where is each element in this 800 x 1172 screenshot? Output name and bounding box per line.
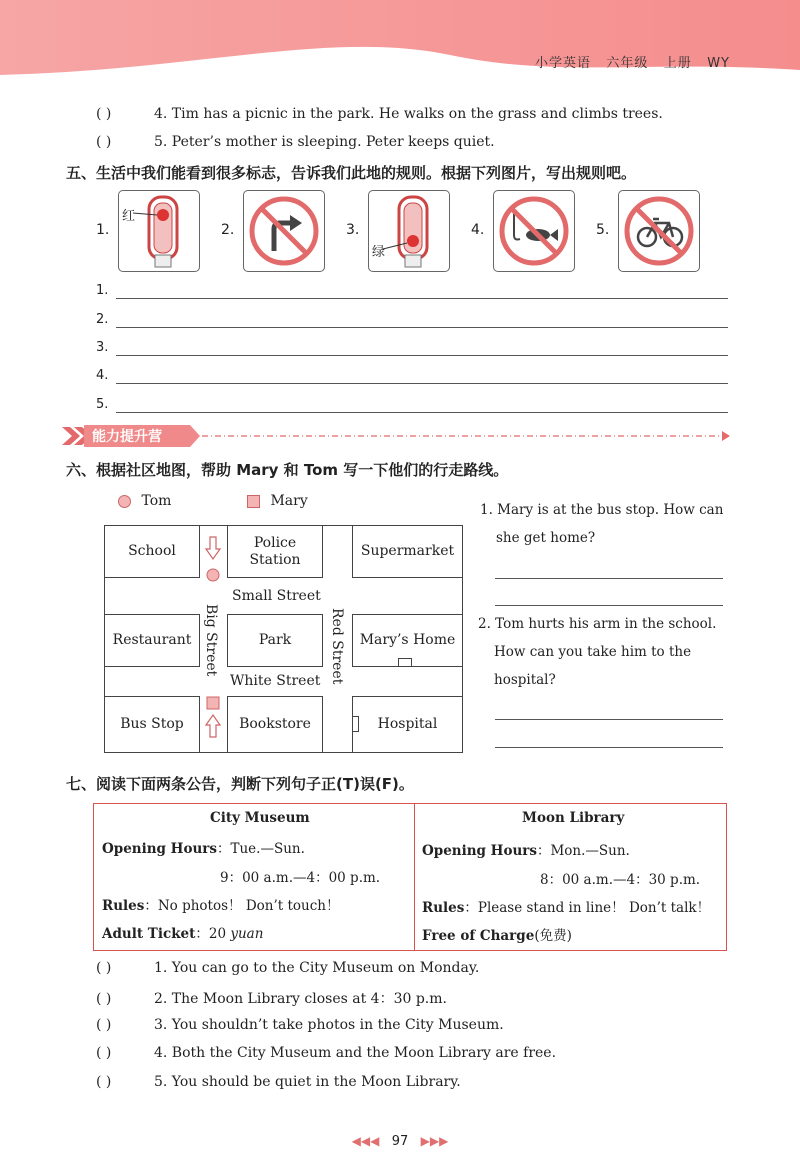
tf-item: ( ) 5. You should be quiet in the Moon Library.: [96, 1074, 461, 1090]
mary-marker-icon: [247, 495, 260, 508]
notice-board: [93, 803, 727, 951]
no-right-turn-icon: [243, 190, 325, 272]
question-1: 1. Mary is at the bus stop. How can she get home?: [480, 502, 724, 546]
answer-line[interactable]: [495, 605, 723, 606]
sign-number: 2.: [221, 222, 235, 238]
answer-line[interactable]: [495, 747, 723, 748]
tom-route-marker: [204, 535, 222, 585]
prev-arrows-icon: ◀◀◀: [351, 1134, 380, 1148]
section6-title: 六、根据社区地图，帮助 Mary 和 Tom 写一下他们的行走路线。: [66, 461, 509, 479]
street-big: Big Street: [203, 604, 219, 677]
no-bicycles-icon: [618, 190, 700, 272]
map-bus-stop: Bus Stop: [104, 696, 200, 753]
tf-item: ( ) 1. You can go to the City Museum on Monday.: [96, 960, 480, 976]
map-bookstore: Bookstore: [227, 696, 323, 753]
next-arrows-icon: ▶▶▶: [420, 1134, 449, 1148]
green-traffic-light-icon: [368, 190, 450, 272]
answer-number: 1.: [96, 283, 109, 298]
street-small: Small Street: [232, 588, 321, 604]
header-edition: WY: [707, 56, 730, 71]
header-subject: 小学英语: [534, 56, 591, 71]
answer-line[interactable]: [116, 412, 728, 413]
section5-title: 五、生活中我们能看到很多标志，告诉我们此地的规则。根据下列图片，写出规则吧。: [66, 164, 637, 182]
sign-number: 1.: [96, 222, 110, 238]
street-red: Red Street: [329, 608, 345, 685]
map-marys-home: Mary’s Home: [352, 614, 463, 667]
answer-number: 2.: [96, 312, 109, 327]
street-white: White Street: [230, 673, 321, 689]
map-police-station: Police Station: [227, 525, 323, 578]
museum-ticket: Adult Ticket：20 yuan: [102, 926, 264, 942]
map-supermarket: Supermarket: [352, 525, 463, 578]
museum-rules: Rules：No photos！ Don’t touch！: [102, 898, 340, 914]
answer-line[interactable]: [116, 383, 728, 384]
map-hospital: Hospital: [352, 696, 463, 753]
legend-tom: Tom: [118, 493, 171, 509]
section7-title: 七、阅读下面两条公告，判断下列句子正(T)误(F)。: [66, 775, 414, 793]
sign-number: 4.: [471, 222, 485, 238]
library-hours: Opening Hours：Mon.—Sun.: [422, 843, 630, 859]
museum-hours: Opening Hours：Tue.—Sun.: [102, 841, 305, 857]
no-fishing-icon: [493, 190, 575, 272]
home-door-icon: [398, 658, 412, 666]
sign-label-green: 绿: [372, 245, 386, 260]
page-number: 97: [391, 1134, 409, 1149]
answer-number: 5.: [96, 397, 109, 412]
map-restaurant: Restaurant: [104, 614, 200, 667]
legend-mary: Mary: [247, 493, 308, 509]
tf-item: ( ) 5. Peter’s mother is sleeping. Peter keeps quiet.: [96, 134, 495, 150]
answer-line[interactable]: [116, 327, 728, 328]
sign-label-red: 红: [122, 209, 136, 224]
answer-line[interactable]: [116, 355, 728, 356]
tf-item: ( ) 2. The Moon Library closes at 4：30 p.m.: [96, 991, 447, 1007]
map-school: School: [104, 525, 200, 578]
banner-graphic: [62, 425, 732, 447]
answer-line[interactable]: [495, 578, 723, 579]
library-rules: Rules：Please stand in line！ Don’t talk！: [422, 900, 711, 916]
page-footer: [0, 1134, 800, 1149]
answer-number: 3.: [96, 340, 109, 355]
red-traffic-light-icon: [118, 190, 200, 272]
header-info: [535, 52, 730, 71]
sign-number: 5.: [596, 222, 610, 238]
museum-name: City Museum: [210, 810, 310, 826]
notice-divider: [414, 804, 415, 950]
answer-number: 4.: [96, 368, 109, 383]
sign-number: 3.: [346, 222, 360, 238]
banner-label: 能力提升营: [92, 429, 162, 445]
tf-item: ( ) 4. Tim has a picnic in the park. He walks on the grass and climbs trees.: [96, 106, 663, 122]
header-grade: 六年级: [606, 56, 649, 71]
tom-marker-icon: [118, 495, 131, 508]
tf-item: ( ) 4. Both the City Museum and the Moon Library are free.: [96, 1045, 557, 1061]
mary-route-marker: [204, 695, 222, 741]
header-volume: 上册: [663, 56, 692, 71]
answer-line[interactable]: [116, 298, 728, 299]
question-2: 2. Tom hurts his arm in the school. How can you take him to the hospital?: [478, 616, 717, 688]
map-park: Park: [227, 614, 323, 667]
answer-line[interactable]: [495, 719, 723, 720]
tf-item: ( ) 3. You shouldn’t take photos in the City Museum.: [96, 1017, 504, 1033]
library-time: 8：00 a.m.—4：30 p.m.: [540, 872, 701, 888]
museum-time: 9：00 a.m.—4：00 p.m.: [220, 870, 381, 886]
library-free: Free of Charge(免费): [422, 928, 572, 944]
hospital-door-icon: [352, 716, 359, 732]
library-name: Moon Library: [522, 810, 625, 826]
